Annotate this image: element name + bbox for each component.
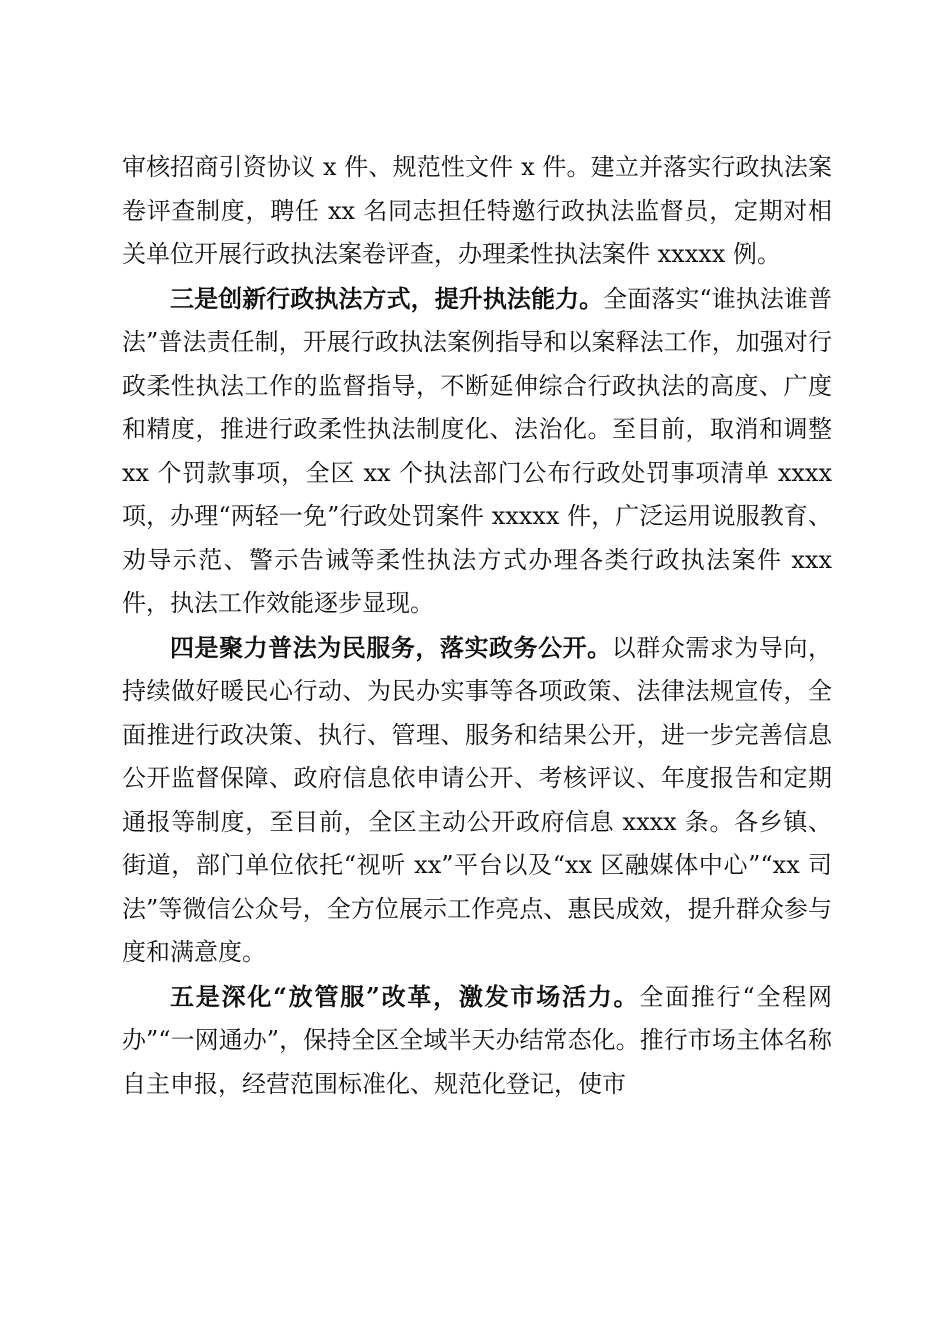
paragraph-3-heading: 四是聚力普法为民服务，落实政务公开。: [170, 632, 612, 662]
paragraph-2-text: 全面落实“谁执法谁普法”普法责任制，开展行政执法案例指导和以案释法工作，加强对行政柔性执法工作的监督指导，不断延伸综合行政执法的高度、广度和精度，推进行政柔性执法制度化、法治化。至目前，取消和调整 xx 个罚款事项，全区 xx 个执法部门公布行政处罚事项清单 xxxx 项，办理“两轻一免”行政处罚案件 xxxxx 件，广泛运用说服教育、劝导示范、警示告诫等柔性执法方式办理各类行政执法案件 xxx 件，执法工作效能逐步显现。: [122, 284, 832, 617]
paragraph-2-heading: 三是创新行政执法方式，提升执法能力。: [170, 283, 604, 313]
document-body: [122, 146, 832, 1106]
paragraph-3: [122, 626, 832, 975]
paragraph-1-text: 审核招商引资协议 x 件、规范性文件 x 件。建立并落实行政执法案卷评查制度，聘任 xx 名同志担任特邀行政执法监督员，定期对相关单位开展行政执法案卷评查，办理柔性执法案件 xxxxx 例。: [122, 153, 832, 268]
paragraph-4-text: 全面推行“全程网办”“一网通办”，保持全区全域半天办结常态化。推行市场主体名称自主申报，经营范围标准化、规范化登记，使市: [122, 982, 832, 1098]
paragraph-1: [122, 146, 832, 277]
paragraph-2: [122, 277, 832, 626]
paragraph-4: [122, 975, 832, 1107]
paragraph-4-heading: 五是深化“放管服”改革，激发市场活力。: [170, 981, 640, 1011]
paragraph-3-text: 以群众需求为导向，持续做好暖民心行动、为民办实事等各项政策、法律法规宣传，全面推进行政决策、执行、管理、服务和结果公开，进一步完善信息公开监督保障、政府信息依申请公开、考核评议、年度报告和定期通报等制度，至目前，全区主动公开政府信息 xxxx 条。各乡镇、街道，部门单位依托“视听 xx”平台以及“xx 区融媒体中心”“xx 司法”等微信公众号，全方位展示工作亮点、惠民成效，提升群众参与度和满意度。: [122, 633, 833, 966]
